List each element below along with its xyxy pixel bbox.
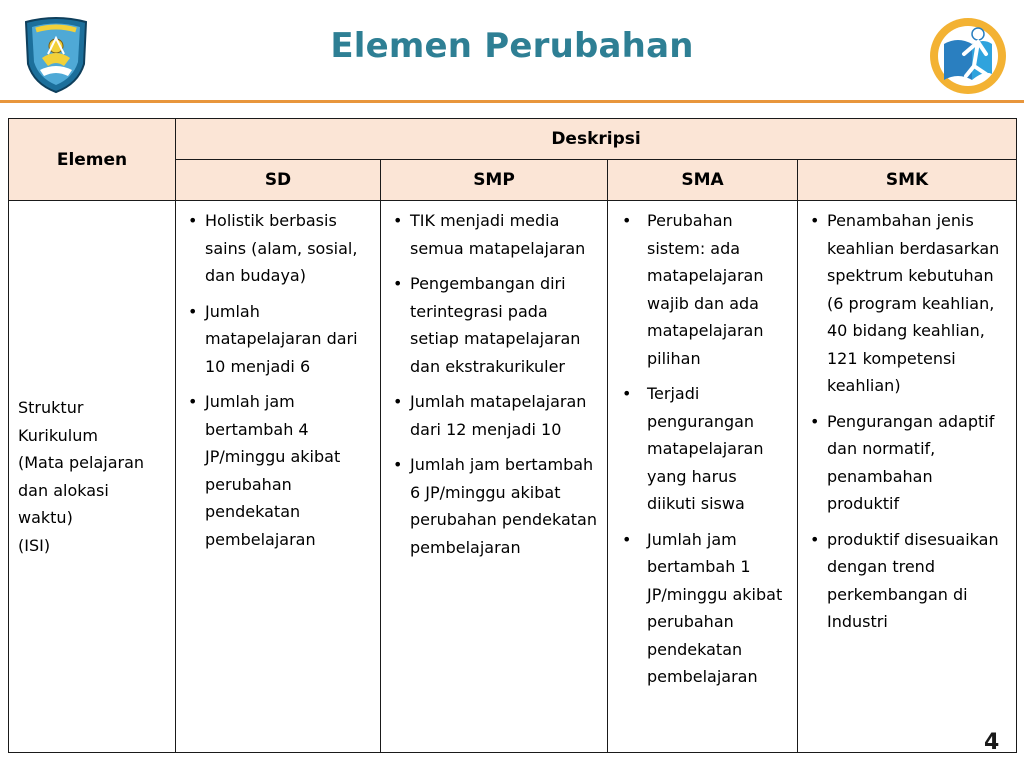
sma-item: • Perubahan sistem: ada matapelajaran wajib dan ada matapelajaran pilihan [616, 207, 789, 372]
row-label-line: (ISI) [18, 535, 51, 555]
header-deskripsi: Deskripsi [176, 119, 1017, 160]
row-label-line: Kurikulum [18, 425, 98, 445]
smk-item: • Pengurangan adaptif dan normatif, penambahan produktif [806, 408, 1008, 518]
smp-item: • TIK menjadi media semua matapelajaran [389, 207, 599, 262]
page-title: Elemen Perubahan [330, 26, 694, 66]
smk-cell [798, 201, 1017, 753]
comparison-table [8, 118, 1017, 753]
smp-item: • Pengembangan diri terintegrasi pada setiap matapelajaran dan ekstrakurikuler [389, 270, 599, 380]
row-label-line: dan alokasi [18, 480, 109, 500]
smk-item: • produktif disesuaikan dengan trend perkembangan di Industri [806, 526, 1008, 636]
row-label-line: (Mata pelajaran [18, 453, 145, 472]
kurikulum-2013-logo [928, 14, 1008, 98]
smp-cell [381, 201, 608, 753]
header-smp: SMP [381, 160, 608, 201]
smk-list [798, 201, 1016, 636]
smk-item: • Penambahan jenis keahlian berdasarkan spektrum kebutuhan (6 program keahlian, 40 bidang keahlian, 121 kompetensi keahlian) [806, 207, 1008, 400]
header-elemen: Elemen [9, 119, 176, 201]
header-divider [0, 100, 1024, 103]
smp-list [381, 201, 607, 561]
sd-list [176, 201, 380, 553]
sma-cell [608, 201, 798, 753]
header-sma: SMA [608, 160, 798, 201]
sd-item: • Jumlah matapelajaran dari 10 menjadi 6 [184, 298, 372, 381]
sd-item: • Holistik berbasis sains (alam, sosial, dan budaya) [184, 207, 372, 290]
sma-item: • Jumlah jam bertambah 1 JP/minggu akibat perubahan pendekatan pembelajaran [616, 526, 789, 691]
page-number: 4 [984, 730, 1000, 755]
sd-item: • Jumlah jam bertambah 4 JP/minggu akibat perubahan pendekatan pembelajaran [184, 388, 372, 553]
sma-list [608, 201, 797, 691]
header-smk: SMK [798, 160, 1017, 201]
sd-cell [176, 201, 381, 753]
row-label-cell [9, 201, 176, 753]
sma-item: • Terjadi pengurangan matapelajaran yang harus diikuti siswa [616, 380, 789, 518]
smp-item: • Jumlah jam bertambah 6 JP/minggu akibat perubahan pendekatan pembelajaran [389, 451, 599, 561]
row-label-line: waktu) [18, 508, 73, 527]
row-label-line: Struktur [18, 398, 84, 417]
smp-item: • Jumlah matapelajaran dari 12 menjadi 10 [389, 388, 599, 443]
header-sd: SD [176, 160, 381, 201]
